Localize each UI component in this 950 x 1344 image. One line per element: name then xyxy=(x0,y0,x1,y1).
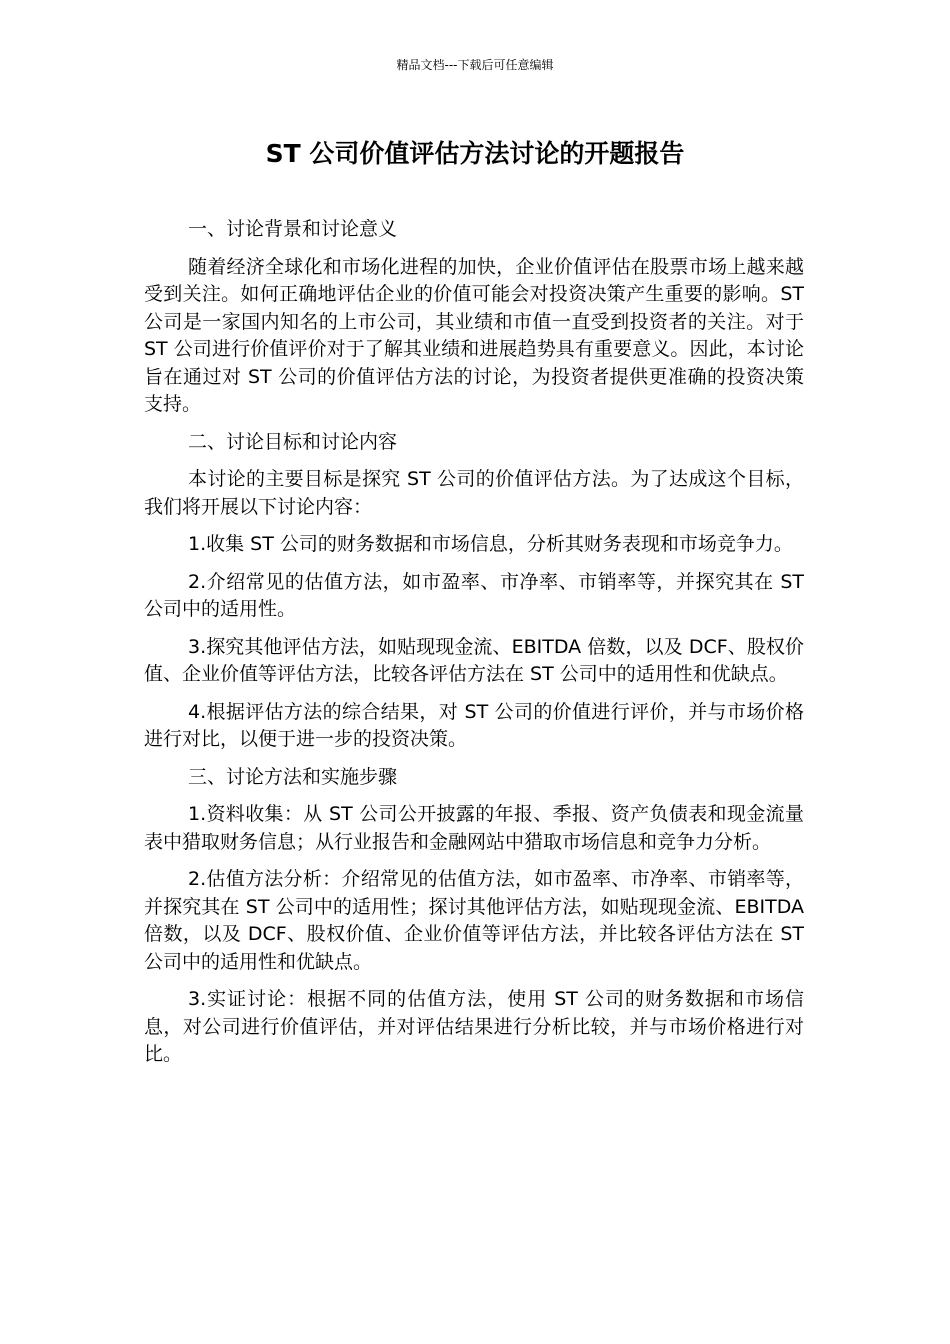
list-item-objective-1: 1.收集 ST 公司的财务数据和市场信息，分析其财务表现和市场竞争力。 xyxy=(188,533,793,555)
section-heading-objectives: 二、讨论目标和讨论内容 xyxy=(188,430,398,453)
document-title: ST 公司价值评估方法讨论的开题报告 xyxy=(265,139,685,168)
section-heading-methods: 三、讨论方法和实施步骤 xyxy=(188,765,398,788)
section-heading-background: 一、讨论背景和讨论意义 xyxy=(188,218,398,240)
list-item-objective-3: 3.探究其他评估方法，如贴现现金流、EBITDA 倍数，以及 DCF、股权价值、企业价值等评估方法，比较各评估方法在 ST 公司中的适用性和优缺点。 xyxy=(144,635,804,685)
list-item-method-3: 3.实证讨论：根据不同的估值方法，使用 ST 公司的财务数据和市场信息，对公司进行价值评估，并对评估结果进行分析比较，并与市场价格进行对比。 xyxy=(144,988,804,1065)
list-item-objective-4: 4.根据评估方法的综合结果，对 ST 公司的价值进行评价，并与市场价格进行对比，以便于进一步的投资决策。 xyxy=(144,700,804,750)
header-note: 精品文档---下载后可任意编辑 xyxy=(396,58,554,72)
paragraph-objectives-intro: 本讨论的主要目标是探究 ST 公司的价值评估方法。为了达成这个目标，我们将开展以下讨论内容： xyxy=(144,468,804,518)
list-item-method-2: 2.估值方法分析：介绍常见的估值方法，如市盈率、市净率、市销率等，并探究其在 ST 公司中的适用性；探讨其他评估方法，如贴现现金流、EBITDA 倍数，以及 DCF、股权价值、企业价值等评估方法，并比较各评估方法在 ST 公司中的适用性和优缺点。 xyxy=(144,868,804,973)
document-body xyxy=(144,216,804,1079)
list-item-method-1: 1.资料收集：从 ST 公司公开披露的年报、季报、资产负债表和现金流量表中猎取财务信息；从行业报告和金融网站中猎取市场信息和竞争力分析。 xyxy=(144,803,804,853)
paragraph-background: 随着经济全球化和市场化进程的加快，企业价值评估在股票市场上越来越受到关注。如何正确地评估企业的价值可能会对投资决策产生重要的影响。ST 公司是一家国内知名的上市公司，其业绩和市值一直受到投资者的关注。对于 ST 公司进行价值评价对于了解其业绩和进展趋势具有重要意义。因此，本讨论旨在通过对 ST 公司的价值评估方法的讨论，为投资者提供更准确的投资决策支持。 xyxy=(144,255,804,415)
list-item-objective-2: 2.介绍常见的估值方法，如市盈率、市净率、市销率等，并探究其在 ST 公司中的适用性。 xyxy=(144,570,804,620)
